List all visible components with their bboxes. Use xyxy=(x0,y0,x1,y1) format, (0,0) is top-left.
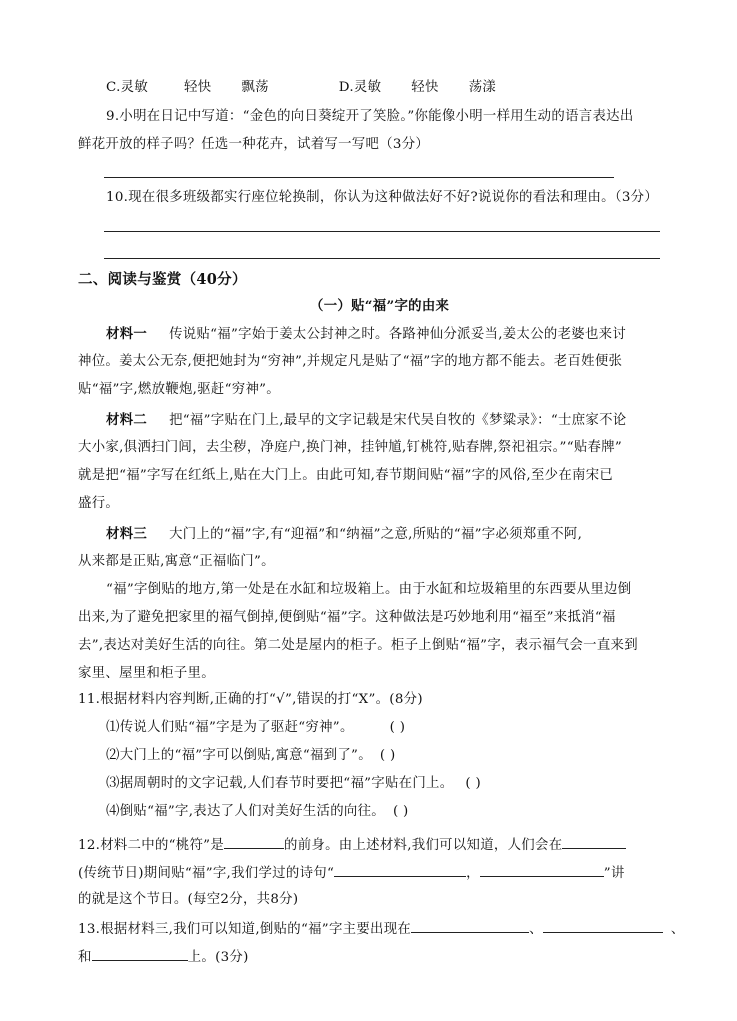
q10-line-1: 10.现在很多班级都实行座位轮换制，你认为这种做法好不好?说说你的看法和理由。（3分） xyxy=(106,190,659,205)
q12-blank-1[interactable] xyxy=(224,834,284,849)
material-3-line-1: 材料三 大门上的“福”字,有“迎福”和“纳福”之意,所贴的“福”字必须郑重不阿, xyxy=(106,526,583,542)
q9-line-2: 鲜花开放的样子吗？任选一种花卉，试着写一写吧（3分） xyxy=(78,137,430,152)
material-2-line-3: 就是把“福”字写在红纸上,贴在大门上。由此可知,春节期间贴“福”字的风俗,至少在南宋已 xyxy=(78,468,614,483)
material-2-line-2: 大小家,俱洒扫门闾，去尘秽，净庭户,换门神，挂钟馗,钉桃符,贴春牌,祭祀祖宗。”“贴春牌” xyxy=(78,440,623,455)
section-heading: 二、阅读与鉴赏（40分） xyxy=(78,271,247,288)
paragraph-line-2: 出来,为了避免把家里的福气倒掉,便倒贴“福”字。这种做法是巧妙地利用“福至”来抵消“福 xyxy=(78,610,616,625)
q8-options: C.灵敏 轻快 飘荡 D.灵敏 轻快 荡漾 xyxy=(106,80,497,95)
q12-line-3: 的就是这个节日。(每空2分，共8分) xyxy=(78,892,299,907)
material-1-line-3: 贴“福”字,燃放鞭炮,驱赶“穷神”。 xyxy=(78,382,280,397)
q11-item-3-answer[interactable]: ( ) xyxy=(465,776,482,791)
passage-title: （一）贴“福”字的由来 xyxy=(310,298,450,314)
material-3-label: 材料三 xyxy=(106,526,148,542)
q11-item-2-answer[interactable]: ( ) xyxy=(379,748,396,763)
material-2-line-4: 盛行。 xyxy=(78,496,120,511)
q11-item-3: ⑶据周朝时的文字记载,人们春节时要把“福”字贴在门上。 ( ) xyxy=(106,776,482,791)
q11-item-1-answer[interactable]: ( ) xyxy=(389,720,406,735)
q11-item-4-answer[interactable]: ( ) xyxy=(392,804,409,819)
q13-blank-2[interactable] xyxy=(543,918,663,933)
q11-item-2: ⑵大门上的“福”字可以倒贴,寓意“福到了”。 ( ) xyxy=(106,748,396,763)
q10-answer-line-2[interactable] xyxy=(104,258,660,259)
q13-line-2: 和 上。(3分) xyxy=(78,946,249,968)
q11-stem: 11.根据材料内容判断,正确的打“√”,错误的打“X”。(8分) xyxy=(78,692,423,707)
q9-line-1: 9.小明在日记中写道：“金色的向日葵绽开了笑脸。”你能像小明一样用生动的语言表达出 xyxy=(106,109,634,124)
q10-answer-line-1[interactable] xyxy=(104,231,660,232)
q12-line-2: (传统节日)期间贴“福”字,我们学过的诗句“ ， ”讲 xyxy=(78,862,625,884)
paragraph-line-1: “福”字倒贴的地方,第一处是在水缸和垃圾箱上。由于水缸和垃圾箱里的东西要从里边倒 xyxy=(106,582,632,597)
material-1-label: 材料一 xyxy=(106,326,148,342)
material-2-label: 材料二 xyxy=(106,412,148,428)
q12-line-1: 12.材料二中的“桃符”是 的前身。由上述材料,我们可以知道，人们会在 xyxy=(78,834,626,856)
q11-item-4: ⑷倒贴“福”字,表达了人们对美好生活的向往。 ( ) xyxy=(106,804,409,819)
material-3-line-2: 从来都是正贴,寓意“正福临门”。 xyxy=(78,554,275,569)
q12-blank-2[interactable] xyxy=(562,834,626,849)
material-1-line-2: 神位。姜太公无奈,便把她封为“穷神”,并规定凡是贴了“福”字的地方都不能去。老百姓便张 xyxy=(78,354,623,369)
material-1-line-1: 材料一 传说贴“福”字始于姜太公封神之时。各路神仙分派妥当,姜太公的老婆也来讨 xyxy=(106,326,627,342)
q13-blank-3[interactable] xyxy=(92,946,188,961)
q9-answer-line[interactable] xyxy=(104,177,614,178)
q13-blank-1[interactable] xyxy=(411,918,529,933)
q12-blank-4[interactable] xyxy=(480,862,604,877)
paragraph-line-3: 去”,表达对美好生活的向往。第二处是屋内的柜子。柜子上倒贴“福”字，表示福气会一直来到 xyxy=(78,638,638,653)
q13-line-1: 13.根据材料三,我们可以知道,倒贴的“福”字主要出现在 、 、 xyxy=(78,918,685,940)
q12-blank-3[interactable] xyxy=(334,862,466,877)
paragraph-line-4: 家里、屋里和柜子里。 xyxy=(78,666,215,681)
material-2-line-1: 材料二 把“福”字贴在门上,最早的文字记载是宋代吴自牧的《梦粱录》：“士庶家不论 xyxy=(106,412,627,428)
q11-item-1: ⑴传说人们贴“福”字是为了驱赶“穷神”。 ( ) xyxy=(106,720,406,735)
